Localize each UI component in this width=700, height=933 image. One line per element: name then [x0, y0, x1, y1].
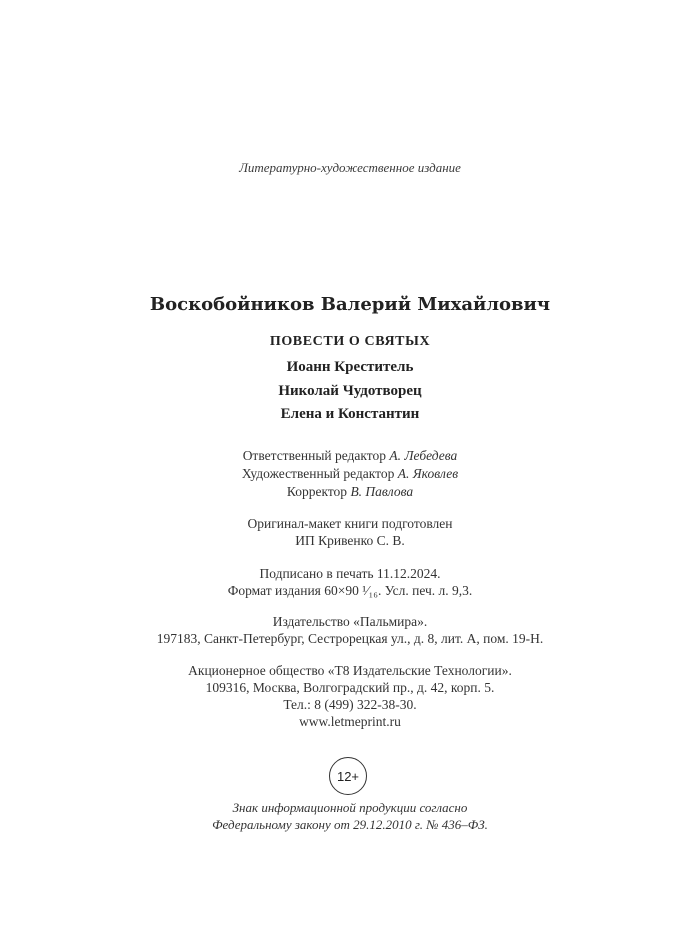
subtitle: Иоанн Креститель: [286, 359, 414, 375]
credit-role: Художественный редактор: [241, 466, 395, 481]
credit-role: Корректор: [286, 484, 348, 499]
law-notice-line: Федеральному закону от 29.12.2010 г. № 436–ФЗ.: [212, 817, 488, 832]
print-info-line: Формат издания 60×90 ¹⁄₁₆. Усл. печ. л. 9,3.: [227, 583, 473, 598]
printer-website: www.letmeprint.ru: [299, 714, 401, 729]
author-name: Воскобойников Валерий Михайлович: [149, 294, 551, 315]
credit-name: В. Павлова: [350, 484, 414, 499]
publisher-line: 197183, Санкт-Петербург, Сестрорецкая ул., д. 8, лит. А, пом. 19-Н.: [156, 631, 544, 646]
printer-line: 109316, Москва, Волгоградский пр., д. 42, корп. 5.: [205, 680, 495, 695]
credit-line: [0, 466, 700, 482]
credit-line: [0, 448, 700, 464]
series-label: Литературно-художественное издание: [239, 160, 461, 175]
subtitle: Николай Чудотворец: [278, 383, 422, 399]
book-title: ПОВЕСТИ О СВЯТЫХ: [269, 334, 431, 349]
print-info-line: Подписано в печать 11.12.2024.: [259, 566, 441, 581]
printer-line: Акционерное общество «Т8 Издательские Технологии».: [188, 663, 512, 678]
printer-line: Тел.: 8 (499) 322-38-30.: [283, 697, 417, 712]
credit-line: [0, 484, 700, 500]
credit-role: Ответственный редактор: [242, 448, 387, 463]
age-rating-badge: 12+: [329, 757, 367, 795]
credit-name: А. Яковлев: [397, 466, 459, 481]
law-notice-line: Знак информационной продукции согласно: [232, 800, 468, 815]
publisher-line: Издательство «Пальмира».: [272, 614, 428, 629]
subtitle: Елена и Константин: [280, 406, 420, 422]
credit-name: А. Лебедева: [389, 448, 458, 463]
layout-prep-line: Оригинал-макет книги подготовлен: [247, 516, 453, 531]
layout-prep-line: ИП Кривенко С. В.: [295, 533, 405, 548]
